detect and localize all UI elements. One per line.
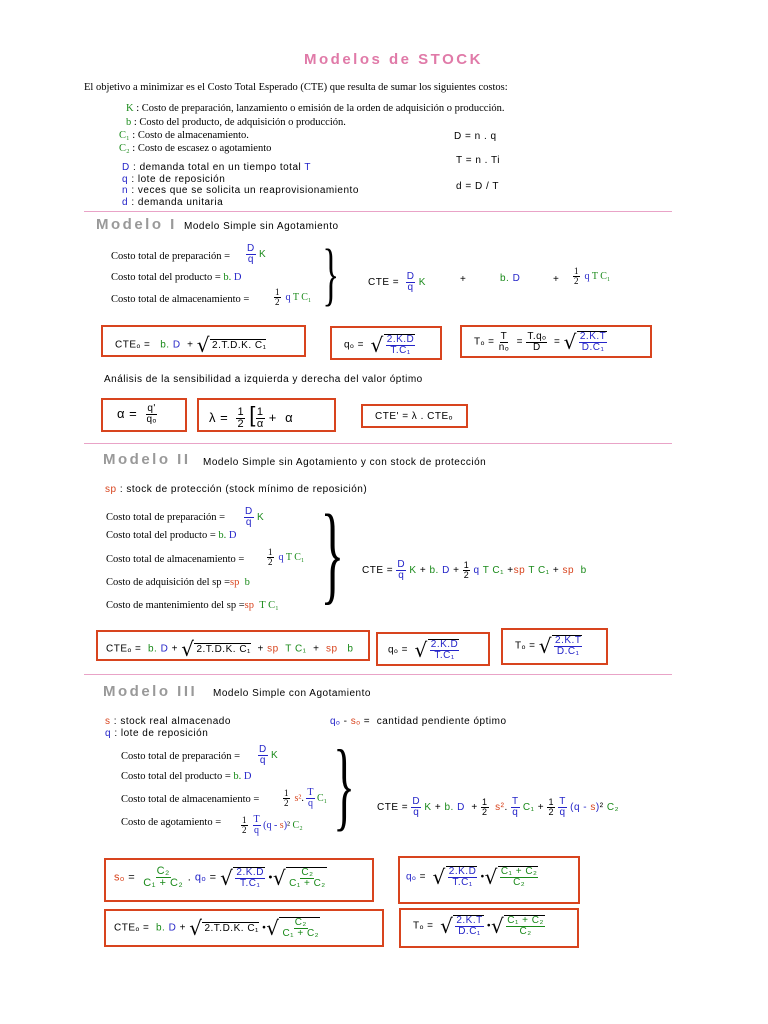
m2-cte-opt-box	[96, 630, 370, 661]
alpha-formula: α = $\frac{q'}{\text{qₒ}}$	[117, 403, 157, 425]
m1-sensitivity: Análisis de la sensibilidad a izquierda y derecha del valor óptimo	[104, 374, 423, 385]
m2-row-sp-maint: Costo de mantenimiento del sp =sp T C₁	[106, 600, 279, 611]
m3-cte-opt-box	[104, 909, 384, 947]
cost-def-c1: C₁ : Costo de almacenamiento.	[119, 130, 249, 141]
m2-row-product: Costo total del producto = b. D	[106, 530, 237, 541]
m3-so-box	[104, 858, 374, 902]
m1-cte: CTE = $\frac{D}{q}$ K	[368, 271, 426, 293]
brace: }	[333, 729, 355, 840]
m3-row-prep: Costo total de preparación =	[121, 751, 241, 762]
lambda-formula: λ = $\frac{1}{2}$ [ $\frac{1}{\alpha}$ + α	[209, 402, 294, 431]
brace: }	[322, 236, 340, 313]
m1-to: Tₒ = $\frac{T}{\text{nₒ}}$ = $\frac{\text{T.qₒ}}{D}$ = √ $\frac{2.K.T}{\text{D.C₁}}$	[474, 330, 607, 354]
page-title: Modelos de STOCK	[304, 51, 483, 68]
var-def-q: q : lote de reposición	[122, 174, 226, 185]
m2-row-sp-acq: Costo de adquisición del sp =sp b	[106, 577, 250, 588]
m3-so: sₒ = $\frac{\text{C₂}}{\text{C₁ + C₂}}$ . qₒ = √ $\frac{2.K.D}{\text{T.C₁}}$ • √ $\frac{\text{C₂}}{\text{C₁ + C₂}}$	[114, 865, 326, 890]
m2-qo: qₒ = √ $\frac{2.K.D}{\text{T.C₁}}$	[388, 638, 459, 662]
model-2-subtitle: Modelo Simple sin Agotamiento y con stock de protección	[203, 457, 487, 468]
model-1-label: Modelo I	[96, 216, 177, 233]
m1-prep-formula: $\frac{D}{q}$ K	[247, 243, 267, 265]
m3-prep-formula: $\frac{D}{q}$ K	[259, 744, 279, 766]
model-1-subtitle: Modelo Simple sin Agotamiento	[184, 221, 339, 232]
m2-prep-formula: $\frac{D}{q}$ K	[245, 506, 265, 528]
m1-to-box	[460, 325, 652, 358]
m1-storage-formula: $\frac{1}{2}$ q T C₁	[275, 287, 312, 307]
m3-row-product: Costo total del producto = b. D	[121, 771, 252, 782]
m1-qo: qₒ = √ $\frac{2.K.D}{\text{T.C₁}}$	[344, 333, 415, 357]
m1-row-storage: Costo total de almacenamiento =	[111, 294, 250, 305]
lambda-box	[197, 398, 336, 432]
pending-def: qₒ - sₒ = cantidad pendiente óptimo	[330, 716, 507, 727]
divider	[84, 443, 672, 444]
var-def-d: D : demanda total en un tiempo total T	[122, 162, 311, 173]
m3-qo-box	[398, 856, 580, 904]
m3-to-box	[399, 908, 579, 948]
divider	[84, 211, 672, 212]
m1-bd: b. D	[500, 273, 521, 284]
m1-plus: +	[460, 274, 467, 285]
relation-d: D = n . q	[454, 131, 497, 142]
alpha-box	[101, 398, 187, 432]
m3-to: Tₒ = √ $\frac{2.K.T}{\text{D.C₁}}$ • √ $\frac{\text{C₁ + C₂}}{\text{C₂}}$	[413, 914, 544, 938]
m1-qo-box	[330, 326, 442, 360]
model-3-label: Modelo III	[103, 683, 198, 700]
m3-row-storage: Costo total de almacenamiento =	[121, 794, 260, 805]
brace: }	[320, 492, 345, 614]
m2-to-box	[501, 628, 608, 665]
cte-prime-box	[361, 404, 468, 428]
cost-def-b: b : Costo del producto, de adquisición o producción.	[126, 117, 346, 128]
divider	[84, 674, 672, 675]
m2-storage-formula: $\frac{1}{2}$ q T C₁	[268, 547, 305, 567]
m3-shortage-formula: $\frac{1}{2}$ $\frac{T}{q}$ (q - s)² C₂	[242, 814, 303, 836]
q-def: q : lote de reposición	[105, 728, 209, 739]
cost-def-k: K : Costo de preparación, lanzamiento o emisión de la orden de adquisición o producción.	[126, 103, 505, 114]
relation-t: T = n . Ti	[456, 155, 500, 166]
m2-row-prep: Costo total de preparación =	[106, 512, 226, 523]
cte-prime: CTE' = λ . CTEₒ	[375, 411, 453, 422]
m1-half: $\frac{1}{2}$ q T C₁	[574, 266, 611, 286]
model-3-subtitle: Modelo Simple con Agotamiento	[213, 688, 371, 699]
m3-qo: qₒ = √ $\frac{2.K.D}{\text{T.C₁}}$ • √ $\frac{\text{C₁ + C₂}}{\text{C₂}}$	[406, 865, 538, 889]
m3-storage-formula: $\frac{1}{2}$ s². $\frac{T}{q}$ C₁	[284, 787, 328, 809]
m3-cte: CTE = $\frac{D}{q}$ K + b. D + $\frac{1}{2}$ s². $\frac{T}{q}$ C₁ + $\frac{1}{2}$ $\frac{T}{q}$ (q - s)² C₂	[377, 796, 619, 818]
m2-qo-box	[376, 632, 490, 666]
intro-text: El objetivo a minimizar es el Costo Total Esperado (CTE) que resulta de sumar los siguientes costos:	[84, 82, 508, 93]
m3-row-shortage: Costo de agotamiento =	[121, 817, 222, 828]
m1-plus2: +	[553, 274, 560, 285]
relation-d-unit: d = D / T	[456, 181, 499, 192]
m1-row-prep: Costo total de preparación =	[111, 251, 231, 262]
cost-def-c2: C₂ : Costo de escasez o agotamiento	[119, 143, 272, 154]
var-def-n: n : veces que se solicita un reaprovisionamiento	[122, 185, 359, 196]
model-2-label: Modelo II	[103, 451, 191, 468]
m1-cte-opt-box	[101, 325, 306, 357]
s-def: s : stock real almacenado	[105, 716, 231, 727]
var-def-d-unit: d : demanda unitaria	[122, 197, 224, 208]
m1-cte-opt: CTEₒ = b. D + √ 2.T.D.K. C₁	[115, 333, 267, 357]
m2-cte-opt: CTEₒ = b. D + √ 2.T.D.K. C₁ + sp T C₁ + sp b	[106, 637, 354, 661]
m2-cte: CTE = $\frac{D}{q}$ K + b. D + $\frac{1}{2}$ q T C₁ +sp T C₁ + sp b	[362, 559, 587, 581]
sp-def: sp : stock de protección (stock mínimo de reposición)	[105, 484, 368, 495]
m3-cte-opt: CTEₒ = b. D + √ 2.T.D.K. C₁ • √ $\frac{\text{C₂}}{\text{C₁ + C₂}}$	[114, 916, 320, 940]
m1-row-product: Costo total del producto = b. D	[111, 272, 242, 283]
m2-to: Tₒ = √ $\frac{2.K.T}{\text{D.C₁}}$	[515, 634, 582, 658]
m2-row-storage: Costo total de almacenamiento =	[106, 554, 245, 565]
